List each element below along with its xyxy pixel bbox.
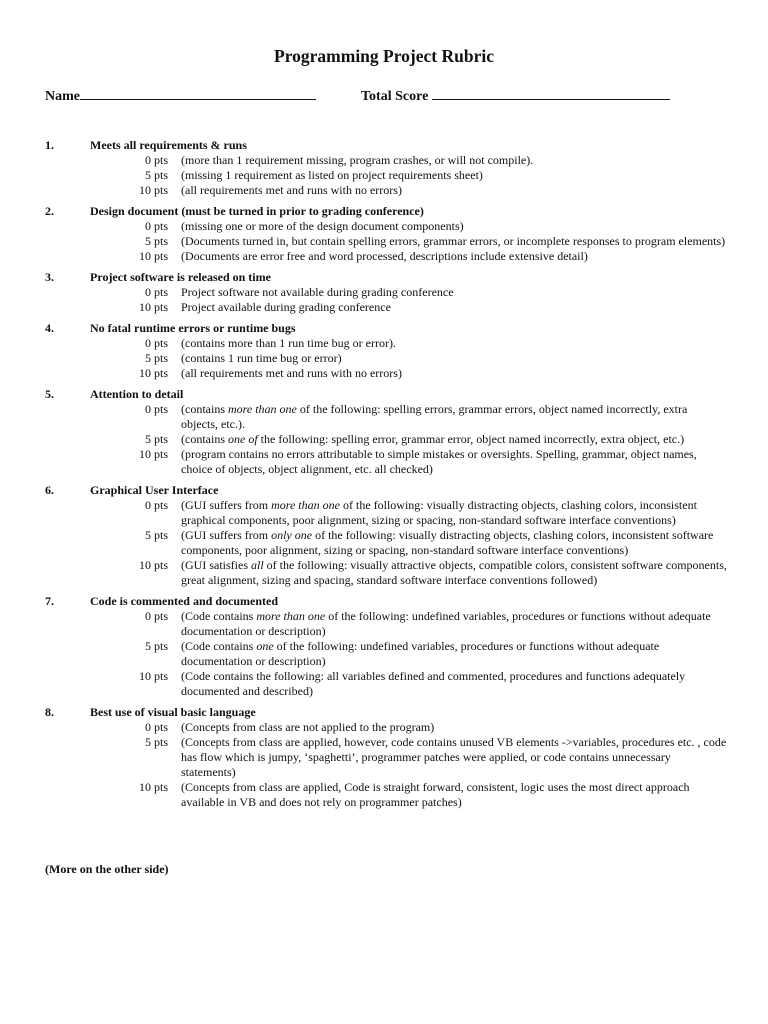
rubric-item-header <box>0 705 768 720</box>
criterion-points: 0 pts <box>144 336 168 350</box>
rubric-item-number: 1. <box>45 138 54 152</box>
rubric-item <box>0 321 768 381</box>
rubric-item-number: 3. <box>45 270 54 284</box>
criterion-description: Project available during grading conference <box>181 300 391 314</box>
criterion-row <box>0 780 768 810</box>
rubric-item-title: Design document (must be turned in prior to grading conference) <box>90 204 424 218</box>
criterion-points: 0 pts <box>144 285 168 299</box>
criterion-text: of the following: visually distracting objects, clashing colors, inconsistent graphical components, poor alignment, sizing or spacing, non-standard software interface conventions) <box>181 498 697 527</box>
criterion-points: 5 pts <box>144 639 168 653</box>
criterion-description: Project software not available during grading conference <box>181 285 454 299</box>
criterion-row <box>0 669 768 699</box>
rubric-item <box>0 594 768 699</box>
criterion-emphasis: all <box>250 558 264 572</box>
criterion-row <box>0 402 768 432</box>
criterion-description: (Code contains the following: all variables defined and commented, procedures and functions adequately documented and described) <box>181 669 686 698</box>
total-score-field[interactable] <box>361 86 670 105</box>
criterion-text: (Code contains <box>181 639 257 653</box>
criterion-description: (Concepts from class are applied, however, code contains unused VB elements ->variables, procedures etc. , code has flow which is jumpy, ‘spaghetti’, programmer patches were applied, or code contains unnecessary statements) <box>181 735 727 779</box>
criterion-text: of the following: undefined variables, procedures or functions without adequate documentation or description) <box>181 639 660 668</box>
criterion-emphasis: more than one <box>271 498 340 512</box>
criterion-text: (GUI suffers from <box>181 528 272 542</box>
criterion-text: of the following: visually attractive objects, compatible colors, consistent software components, great alignment, sizing and spacing, standard software interface conventions followed) <box>181 558 727 587</box>
criterion-row <box>0 249 768 264</box>
criterion-emphasis: more than one <box>228 402 297 416</box>
criterion-points: 5 pts <box>144 234 168 248</box>
criterion-text: the following: spelling error, grammar error, object named incorrectly, extra object, etc.) <box>257 432 685 446</box>
header-fields <box>45 86 725 106</box>
rubric-item-header <box>0 594 768 609</box>
rubric-item-header <box>0 138 768 153</box>
criterion-points: 5 pts <box>144 528 168 542</box>
name-field[interactable] <box>45 86 316 105</box>
criterion-row <box>0 639 768 669</box>
criterion-row <box>0 447 768 477</box>
criterion-points: 10 pts <box>138 366 168 380</box>
rubric-item-number: 6. <box>45 483 54 497</box>
rubric-item <box>0 138 768 198</box>
criterion-emphasis: more than one <box>256 609 326 623</box>
rubric-item <box>0 483 768 588</box>
criterion-description: (Documents are error free and word processed, descriptions include extensive detail) <box>181 249 588 263</box>
rubric-item-header <box>0 204 768 219</box>
criterion-points: 10 pts <box>138 669 168 683</box>
criterion-description <box>181 432 727 447</box>
criterion-row <box>0 498 768 528</box>
rubric-item-header <box>0 270 768 285</box>
rubric-items <box>0 138 768 816</box>
criterion-emphasis: one <box>256 639 274 653</box>
criterion-points: 0 pts <box>144 402 168 416</box>
criterion-description: (Concepts from class are not applied to the program) <box>181 720 435 734</box>
criterion-row <box>0 351 768 366</box>
criterion-row <box>0 432 768 447</box>
criterion-row <box>0 609 768 639</box>
criterion-points: 10 pts <box>138 780 168 794</box>
criterion-description <box>181 498 727 528</box>
criterion-points: 0 pts <box>144 219 168 233</box>
criterion-description: (program contains no errors attributable to simple mistakes or oversights. Spelling, grammar, object names, choice of objects, object alignment, etc. all checked) <box>181 447 697 476</box>
criterion-row <box>0 168 768 183</box>
criterion-points: 5 pts <box>144 351 168 365</box>
criterion-description: (all requirements met and runs with no errors) <box>181 183 402 197</box>
rubric-item-header <box>0 321 768 336</box>
criterion-description: (missing 1 requirement as listed on project requirements sheet) <box>181 168 483 182</box>
criterion-text: (contains <box>181 402 228 416</box>
criterion-text: of the following: visually distracting objects, clashing colors, inconsistent software components, poor alignment, sizing or spacing, non-standard software interface conventions) <box>181 528 714 557</box>
criterion-description: (contains 1 run time bug or error) <box>181 351 342 365</box>
criterion-points: 0 pts <box>144 609 168 623</box>
rubric-item-title: Project software is released on time <box>90 270 271 284</box>
criterion-description: (missing one or more of the design document components) <box>181 219 464 233</box>
criterion-row <box>0 735 768 780</box>
rubric-item-number: 2. <box>45 204 54 218</box>
criterion-description <box>181 528 727 558</box>
rubric-item <box>0 204 768 264</box>
criterion-points: 5 pts <box>144 432 168 446</box>
criterion-points: 10 pts <box>138 249 168 263</box>
rubric-item <box>0 705 768 810</box>
total-score-label: Total Score <box>361 89 429 104</box>
rubric-item-title: Code is commented and documented <box>90 594 278 608</box>
criterion-row <box>0 336 768 351</box>
footer-note: (More on the other side) <box>45 862 169 876</box>
rubric-item-title: Graphical User Interface <box>90 483 219 497</box>
criterion-points: 10 pts <box>138 558 168 572</box>
criterion-points: 5 pts <box>144 168 168 182</box>
criterion-points: 10 pts <box>138 447 168 461</box>
criterion-text: (Code contains <box>181 609 257 623</box>
criterion-text: of the following: undefined variables, procedures or functions without adequate documentation or description) <box>181 609 711 638</box>
total-score-blank-line[interactable] <box>432 86 670 100</box>
criterion-description <box>181 609 727 639</box>
criterion-row <box>0 153 768 168</box>
rubric-item-header <box>0 387 768 402</box>
criterion-text: of the following: spelling errors, grammar errors, object named incorrectly, extra objects, etc.). <box>181 402 688 431</box>
criterion-description <box>181 402 727 432</box>
criterion-description <box>181 639 727 669</box>
criterion-emphasis: one of <box>228 432 258 446</box>
name-label: Name <box>45 89 80 104</box>
rubric-item-number: 8. <box>45 705 54 719</box>
criterion-points: 0 pts <box>144 720 168 734</box>
criterion-text: (GUI suffers from <box>181 498 272 512</box>
criterion-row <box>0 234 768 249</box>
criterion-emphasis: only one <box>271 528 313 542</box>
criterion-description: (more than 1 requirement missing, program crashes, or will not compile). <box>181 153 534 167</box>
criterion-description: (Documents turned in, but contain spelling errors, grammar errors, or incomplete responses to program elements) <box>181 234 726 248</box>
name-blank-line[interactable] <box>80 86 316 100</box>
criterion-row <box>0 720 768 735</box>
criterion-row <box>0 300 768 315</box>
criterion-text: (GUI satisfies <box>181 558 251 572</box>
rubric-item-header <box>0 483 768 498</box>
rubric-item-number: 5. <box>45 387 54 401</box>
rubric-item-title: Best use of visual basic language <box>90 705 256 719</box>
criterion-description: (contains more than 1 run time bug or error). <box>181 336 396 350</box>
criterion-row <box>0 219 768 234</box>
rubric-item-number: 4. <box>45 321 54 335</box>
rubric-item-number: 7. <box>45 594 54 608</box>
criterion-row <box>0 285 768 300</box>
criterion-row <box>0 366 768 381</box>
criterion-points: 10 pts <box>138 183 168 197</box>
rubric-item-title: Meets all requirements & runs <box>90 138 247 152</box>
criterion-points: 5 pts <box>144 735 168 749</box>
criterion-points: 0 pts <box>144 498 168 512</box>
rubric-item <box>0 387 768 477</box>
rubric-item <box>0 270 768 315</box>
criterion-row <box>0 528 768 558</box>
rubric-item-title: Attention to detail <box>90 387 184 401</box>
criterion-description <box>181 558 727 588</box>
criterion-points: 0 pts <box>144 153 168 167</box>
criterion-description: (all requirements met and runs with no errors) <box>181 366 402 380</box>
criterion-points: 10 pts <box>138 300 168 314</box>
criterion-description: (Concepts from class are applied, Code is straight forward, consistent, logic uses the most direct approach available in VB and does not rely on programmer patches) <box>181 780 690 809</box>
page-title: Programming Project Rubric <box>274 46 494 66</box>
rubric-item-title: No fatal runtime errors or runtime bugs <box>90 321 296 335</box>
criterion-row <box>0 558 768 588</box>
criterion-text: (contains <box>181 432 228 446</box>
criterion-row <box>0 183 768 198</box>
